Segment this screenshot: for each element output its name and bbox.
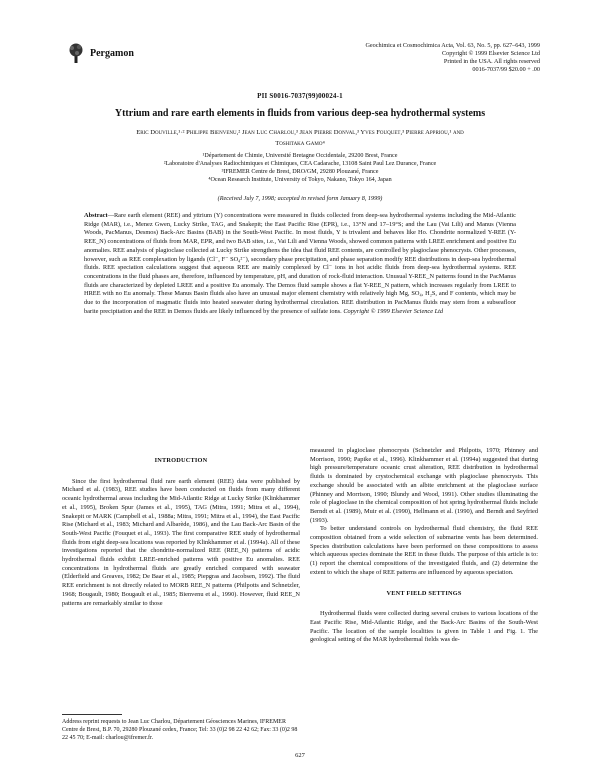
- journal-line: Copyright © 1999 Elsevier Science Ltd: [441, 50, 540, 57]
- correspondence-footnote: Address reprint requests to Jean Luc Charlou, Département Géosciences Marines, IFREMER Centre de Brest, B.P. 70, 29280 Plouzané cedex, France; Tel: 33 (0)2 98 22 42 62; Fax: 33 (0)2 98 22 45 70; E-mail: charlou@ifremer.fr.: [62, 719, 298, 741]
- intro-paragraph: Since the first hydrothermal fluid rare earth element (REE) data were published by Michard et al. (1983), REE studies have been conducted on fluids from many different oceanic hydrothermal areas including the Mid-Atlantic Ridge at Lucky Strike (Klinkhammer et al., 1995), Broken Spur (James et al., 1995), TAG (Mitra, 1991; Mitra et al., 1994), Snakepit or MARK (Campbell et al., 1988a; Mitra, 1991; Mitra et al., 1994), the East Pacific Rise (Michard et al., 1983; Michard and Albarède, 1986), and the Lau Back-Arc Basin of the South-West Pacific (Fouquet et al., 1993). The first comparative REE study of hydrothermal fluids from eight deep-sea locations was reported by Klinkhammer et al. (1994a). All of these investigations reported that the chondrite-normalized REE (REE_N) patterns of acidic hydrothermal fluids exhibit LREE-enriched patterns with positive Eu anomalies. REE concentrations in hydrothermal fluids are greatly enriched compared with seawater (Elderfield and Greaves, 1982; De Baar et al., 1985; Piepgras and Jacobsen, 1992). The fluid REE enrichment is not directly related to MORB REE_N patterns (Philpotts and Schnetzler, 1968; Bougault, 1980; Bougault et al., 1985; Bienvenu et al., 1990). However, fluid REE_N patterns are remarkably similar to those: [62, 477, 300, 607]
- vent-paragraph: Hydrothermal fluids were collected during several cruises to various locations of the East Pacific Rise, Mid-Atlantic Ridge, and the Back-Arc Basins of the South-West Pacific. The location of the sample localities is given in Table 1 and Fig. 1. The geological setting of the MAR hydrothermal fields was de-: [310, 610, 538, 644]
- journal-line: 0016-7037/99 $20.00 + .00: [472, 66, 540, 73]
- footnote-divider: [62, 714, 122, 715]
- section-heading-introduction: INTRODUCTION: [154, 457, 208, 464]
- journal-line: Geochimica et Cosmochimica Acta, Vol. 63, No. 5, pp. 627–643, 1999: [365, 42, 540, 49]
- received-dates: (Received July 7, 1998; accepted in revised form January 8, 1999): [217, 195, 383, 202]
- right-column: [310, 447, 538, 645]
- pii-identifier: PII S0016-7037(99)00024-1: [257, 92, 343, 100]
- paper-title: Yttrium and rare earth elements in fluids from various deep-sea hydrothermal systems: [114, 108, 486, 119]
- section-heading-vent-field-settings: VENT FIELD SETTINGS: [386, 589, 462, 597]
- intro-paragraph: To better understand controls on hydrothermal fluid chemistry, the fluid REE composition obtained from a wide selection of submarine vents has been determined. Species distribution calculations have been performed on these compositions to assess which aqueous species dominate the REE in these fluids. The purpose of this article is to: (1) report the chemical compositions of the investigated fluids, and (2) determine the extent to which the shape of REE patterns are influenced by aqueous speciation.: [310, 525, 538, 576]
- affiliation: ³IFREMER Centre de Brest, DRO/GM, 29280 Plouzané, France: [221, 169, 379, 175]
- publisher-name: Pergamon: [90, 48, 134, 59]
- left-column: [62, 457, 300, 608]
- publisher-logo-icon: [66, 42, 86, 64]
- author-line: Eric Douville,¹·² Philippe Bienvenu,² Jean Luc Charlou,³ Jean Pierre Donval,³ Yves Fouquet,³ Pierre Appriou,¹ and: [136, 129, 464, 136]
- affiliation: ²Laboratoire d'Analyses Radiochimiques et Chimiques, CEA Cadarache, 13108 Saint Paul Lez Durance, France: [163, 161, 437, 167]
- abstract-text: —Rare earth element (REE) and yttrium (Y) concentrations were measured in fluids collected from deep-sea hydrothermal systems including the Mid-Atlantic Ridge (MAR), i.e., Menez Gwen, Lucky Strike, TAG, and Snakepit; the East Pacific Rise (EPR), i.e., 13°N and 17–19°S; and the Lau (Vai Lili) and Manus (Vienna Woods, PacManus, Desmos) Back-Arc Basins (BAB) in the South-West Pacific. In most fluids, Y is trivalent and behaves like Ho. Chondrite normalized Y-REE (Y-REE_N) concentrations of fluids from MAR, EPR, and two BAB sites, i.e., Vai Lili and Vienna Woods, showed common patterns with LREE enrichment and positive Eu anomalies. REE analysis of plagioclase collected at Lucky Strike strengthens the idea that fluid REE contents, are controlled by plagioclase phenocrysts. Other processes, however, such as REE complexation by ligands (Cl⁻, F⁻ SO₄²⁻), secondary phase precipitation, and phase separation modify REE distributions in deep-sea hydrothermal fluids. REE speciation calculations suggest that aqueous REE are mainly complexed by Cl⁻ ions in hot acidic fluids from deep-sea hydrothermal systems. REE concentrations in the fluid phases are, therefore, influenced by temperature, pH, and duration of rock-fluid interaction. Unusual Y-REE_N patterns found in the PacManus fluids are characterized by depleted LREE and a positive Eu anomaly. The Demos fluid sample shows a flat Y-REE_N pattern, which increases regularly from LREE to HREE with no Eu anomaly. These Manus Basin fluids also have an unusual major element chemistry with relatively high Mg, SO₄, H₂S, and F contents, which may be due to the incorporation of magmatic fluids into heated seawater during hydrothermal circulation. REE distribution in PacManus fluids may stem from a subseafloor barite precipitation and the REE in Demos fluids are likely influenced by the presence of sulfate ions.: [84, 212, 516, 315]
- affiliation: ⁴Ocean Research Institute, University of Tokyo, Nakano, Tokyo 164, Japan: [208, 177, 392, 183]
- page-number: 627: [295, 752, 305, 759]
- journal-line: Printed in the USA. All rights reserved: [443, 58, 540, 65]
- abstract-copyright: Copyright © 1999 Elsevier Science Ltd: [343, 307, 444, 315]
- author-list: [90, 127, 510, 149]
- affiliation-list: [80, 152, 520, 184]
- journal-info: [290, 42, 540, 74]
- affiliation: ¹Département de Chimie, Université Bretagne Occidentale, 29200 Brest, France: [202, 153, 398, 159]
- intro-paragraph-continued: measured in plagioclase phenocrysts (Schnetzler and Philpotts, 1970; Phinney and Morrison, 1990; Papike et al., 1996). Klinkhammer et al. (1994a) suggested that during high pressure/temperature oceanic crust alteration, REE distribution in hydrothermal fluids is dominated by crystochemical exchange with plagioclase phenocrysts. This exchange should be associated with an albite enrichment at the plagioclase surface (Phinney and Morrison, 1990; Blundy and Wood, 1991). Other studies illuminating the role of plagioclase in the chemical composition of hot spring hydrothermal fluids include Berndt et al. (1989), Muir et al. (1990), Hellmann et al. (1990), and Berndt and Seyfried (1993).: [310, 447, 538, 524]
- abstract: [84, 212, 516, 316]
- abstract-label: Abstract: [84, 212, 108, 219]
- author-line: Toshitaka Gamo⁴: [275, 140, 325, 147]
